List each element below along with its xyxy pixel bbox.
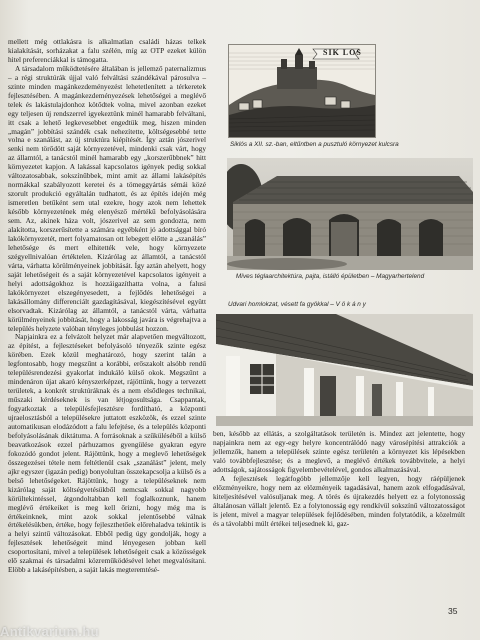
figure-caption: Míves téglaarchitektúra, pajta, istálló épületben – Magyarhertelend: [235, 273, 425, 280]
paragraph: mellett még ottlakásra is alkalmatlan családi házas telkek kialakítását, sorházakat a falu szélén, míg az OTP ezeket külön hitel preferenciákkal is támogatta.: [8, 37, 206, 64]
figure-engraving: [228, 44, 376, 138]
paragraph: A fejlesztések legátfogóbb jellemzője kell legyen, hogy ráépüljenek előzményeikre, hogy nem az elözményeik tagadásával, hanem azok elfogadásával, kiteljesítésével valósuljanak meg. A törés és újrakezdés helyett ez a folytonosság általánosan vállalt jelentő. Ez a folytonosság egy rendkívül sokszínű változatosságot is jelent, mivel a magyar települések fejlődésében, minden folytatódik, a közelmúlt és a távolabbi múlt értékei teljesednek ki, gaz-: [213, 473, 465, 528]
figure-caption: Udvari homlokzat, vésett fa gyökkal – V ö k á n y: [228, 301, 366, 308]
figure-caption: Siklós a XII. sz.-ban, eltűntben a pusztuló környezet kulcsra: [230, 141, 399, 148]
page-number: 35: [448, 606, 458, 616]
engraving-illustration: [229, 45, 375, 137]
figure-brick-barn: [227, 158, 473, 270]
engraving-banner-text: SIK LOS: [323, 48, 362, 57]
courtyard-facade-photo: [216, 314, 473, 426]
figure-courtyard-facade: [216, 314, 473, 426]
brick-barn-photo: [227, 158, 473, 270]
paragraph: Napjainkra ez a felvázolt helyzet már alapvetően megváltozott, az építést, a fejlesztéseket befolyásoló tényezők szinte egész körében. Ezek közül meghatározó, hogy szerint talán a legfontosabb, hogy megszűnt a korábbi, erőszakolt alsóbb rendű településrendezési gyakorlat indukáló külső okok. Megszűnt a mindenáron újat akaró kényszerképzet, rájöttünk, hogy a tervezett területek, a konkrét struktúráknak és a nem elsődleges technikai, műszaki kérdéseknek is van létjogosultsága. Csappantak, fogyatkoztak a településfejlesztésre fordítható, a központi ujraelosztásból a településekre juttatott eszközök, és ezzel szinte automatikusan elodázódott a falu lefejtése, és a település központi befolyásolásának diktátuma. A forrásoknak a szűküléséből a külső beavatkozások ezzel párhuzamos gyengülése gyakran egyre fokozódó gondot jelent. Rájöttünk, hogy a meglevő lehetőségek összegezései tétele nem feltétlenül csak „szanálást” jelent, mely ajkr egyszer (igazán pedig) bonyolultan összekapcsolja a külső és a belső lehetőségeket. Rájöttünk, hogy a településeknek nem kizárólag saját költségvetésükből nemcsak sokkal nagyobb körültekintéssel, átgondoltabban kell foglalkoznunk, hanem meglévő értékeiket is meg kell őrizni, hogy még ma is értékeinknek, mint azok sokkal jelentősebbé válnak értékelésükben, értéke, hogy fejleszthetőek előrehaladva tekintik is a helyi szintű változásokat. Ebből pedig úgy gondolják, hogy a fejlesztések lehetőségeit mind lényegesen jobban kell csoportosítani, mivel a települések lehetőségeit csak a közösségek elő szakmai és társadalmi közreműködésével lehet megvalósítani. Elöbb a lakásépítésben, a saját lakás megteremtésé-: [8, 332, 207, 575]
right-text-column: [213, 430, 465, 528]
paragraph: A társadalom működtetésére általában is jellemző paternalizmus – a régi struktúrák újjal való felváltási szándékával párosulva – szinte minden magánkezdeményezést lehetetlenített a térkeretek fejlesztésében. A magánkezdeményezések lehetőségei a meglévő telek és lakástulajdonhoz kötődtek volna, mivel azonban ezeket egy teljesen új rendszerrel igyekeztünk minél hamarabb felváltani, itt csak a lehető legkevesebbet engedtük meg, hiszen minden „magán” jobbítási szándék csak nehezítette, költségesebbé tette volna e szanálást, az új struktúra kiépítését. Így aztán jószerivel senki nem törődött saját környezetével, mindenki csak várt, hogy az államtól, a tanácstól minél hamarabb egy „korszerűbbnek” hitt környezetet kapjon. A lakással kapcsolatos igények pedig sokkal változatosabbak, sokszínűbbek, mint amit az állami lakásépítés normákkal szabályozott keretei és a tömeggyártás sémái közé szorult produkció egyáltalán tudhatott, és az építés idején még ismeretlen betűként sem utal ezekre, hogy azok nem lehettek később környezetének még elenyésző mértékű befolyásolására sem. Az, akinek háza volt, jószerivel az sem gondozta, nem alakította, korszerűsítette a számára egyébként jó adottsággal bíró lakókörnyezetét, mert folyamatosan ott lebegett előtte a „szanálás” lehetősége és mert elhitették vele, hogy környezete szégyellnivalóan értéktelen. Kizárólag az államtól, a tanácstól várta, várhatta körülményeinek jobbítását. Így aztán ahelyett, hogy saját lehetőségeit és a saját környezetével kapcsolatos igényeit a helyi adottságokhoz is hozzáigazíthatta volna, a falusi lakókörnyezet elszegényesedett, a fejlődés lehetőségei a lakásállomány differenciált gazdagításával, kiegészítésével együtt elsorvadtak. Kizárólag az államtól, a tanácstól várta, várhatta körülményeinek jobbítását, hogy a lakosság javára is végrehajtva a település helyzete valóban tényleges jobbulást hozzon.: [8, 63, 206, 333]
left-text-column: [8, 38, 206, 575]
watermark: Antikvarium.hu: [0, 624, 99, 639]
paragraph: ben, később az ellátás, a szolgáltatások területén is. Mindez azt jelentette, hogy napjainkra nem az egy-egy helyre koncentrálódó nagy városépítési attrakciók a jellemzők, hanem a települések szinte egész területén a környezet kis lépésekben való továbbfejlesztése; és a meglevő, a meglévő értékek továbbvitele, a helyi adottságok, sajátosságok figyelembevételével, gondos alkalmazásával.: [213, 429, 465, 474]
